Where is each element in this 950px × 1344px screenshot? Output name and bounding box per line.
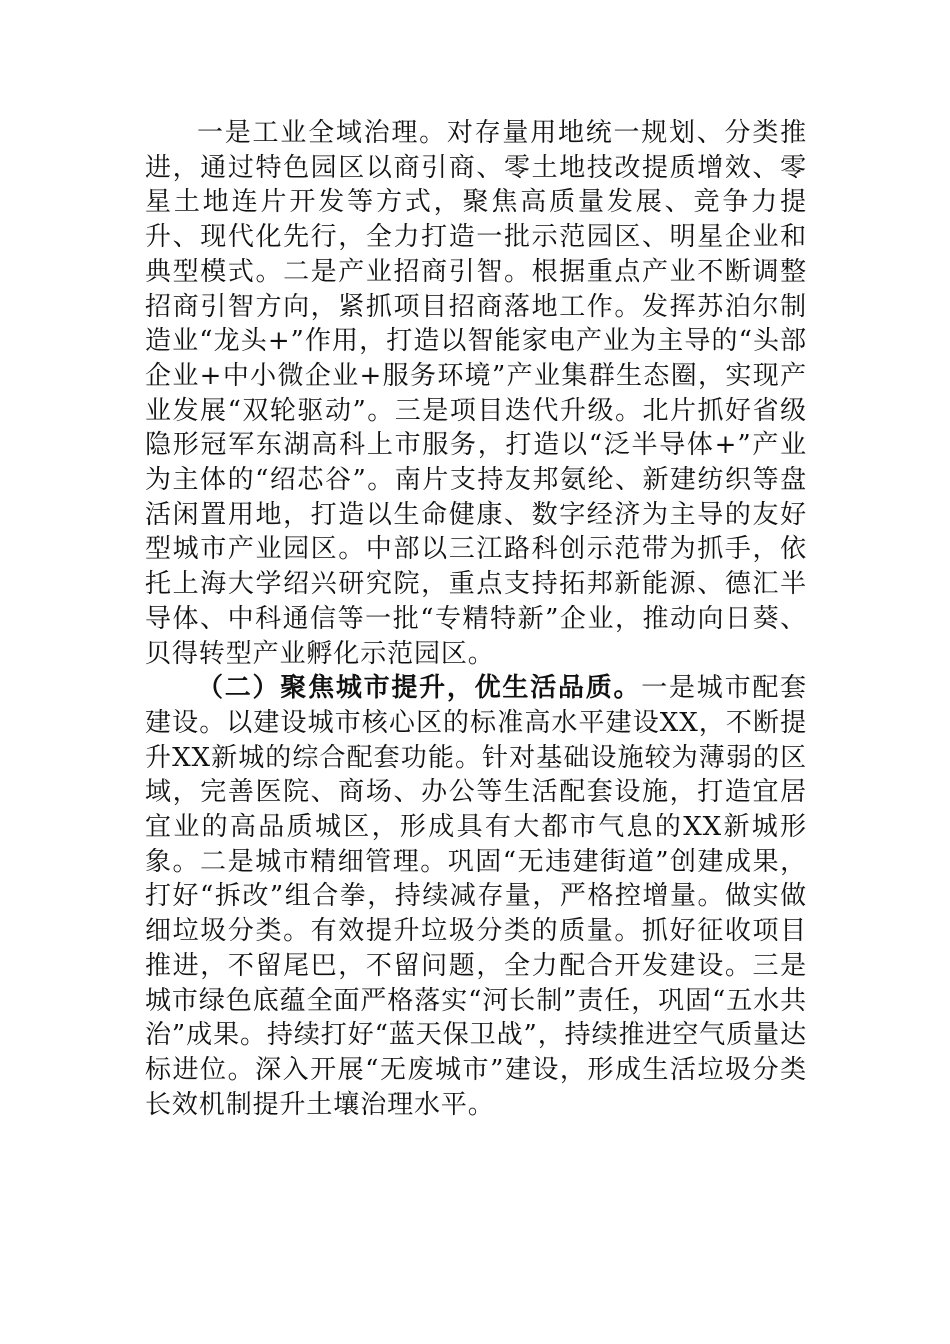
paragraph-text: 一是城市配套建设。以建设城市核心区的标准高水平建设XX，不断提升XX新城的综合配套功能。针对基础设施较为薄弱的区域，完善医院、商场、办公等生活配套设施，打造宜居宜业的高品质城区，形成具有大都市气息的XX新城形象。二是城市精细管理。巩固“无违建街道”创建成果，打好“拆改”组合拳，持续减存量，严格控增量。做实做细垃圾分类。有效提升垃圾分类的质量。抓好征收项目推进，不留尾巴，不留问题，全力配合开发建设。三是城市绿色底蕴全面严格落实“河长制”责任，巩固“五水共治”成果。持续打好“蓝天保卫战”，持续推进空气质量达标进位。深入开展“无废城市”建设，形成生活垃圾分类长效机制提升土壤治理水平。 (145, 673, 807, 1120)
paragraph-city-improvement (145, 671, 807, 1122)
paragraph-heading: （二）聚焦城市提升，优生活品质。 (197, 673, 642, 704)
paragraph-industrial-governance (145, 116, 807, 671)
document-body (145, 116, 807, 1122)
paragraph-text: 一是工业全域治理。对存量用地统一规划、分类推进，通过特色园区以商引商、零土地技改提质增效、零星土地连片开发等方式，聚焦高质量发展、竞争力提升、现代化先行，全力打造一批示范园区、明星企业和典型模式。二是产业招商引智。根据重点产业不断调整招商引智方向，紧抓项目招商落地工作。发挥苏泊尔制造业“龙头+”作用，打造以智能家电产业为主导的“头部企业+中小微企业+服务环境”产业集群生态圈，实现产业发展“双轮驱动”。三是项目迭代升级。北片抓好省级隐形冠军东湖高科上市服务，打造以“泛半导体+”产业为主体的“绍芯谷”。南片支持友邦氨纶、新建纺织等盘活闲置用地，打造以生命健康、数字经济为主导的友好型城市产业园区。中部以三江路科创示范带为抓手，依托上海大学绍兴研究院，重点支持拓邦新能源、德汇半导体、中科通信等一批“专精特新”企业，推动向日葵、贝得转型产业孵化示范园区。 (145, 118, 807, 669)
